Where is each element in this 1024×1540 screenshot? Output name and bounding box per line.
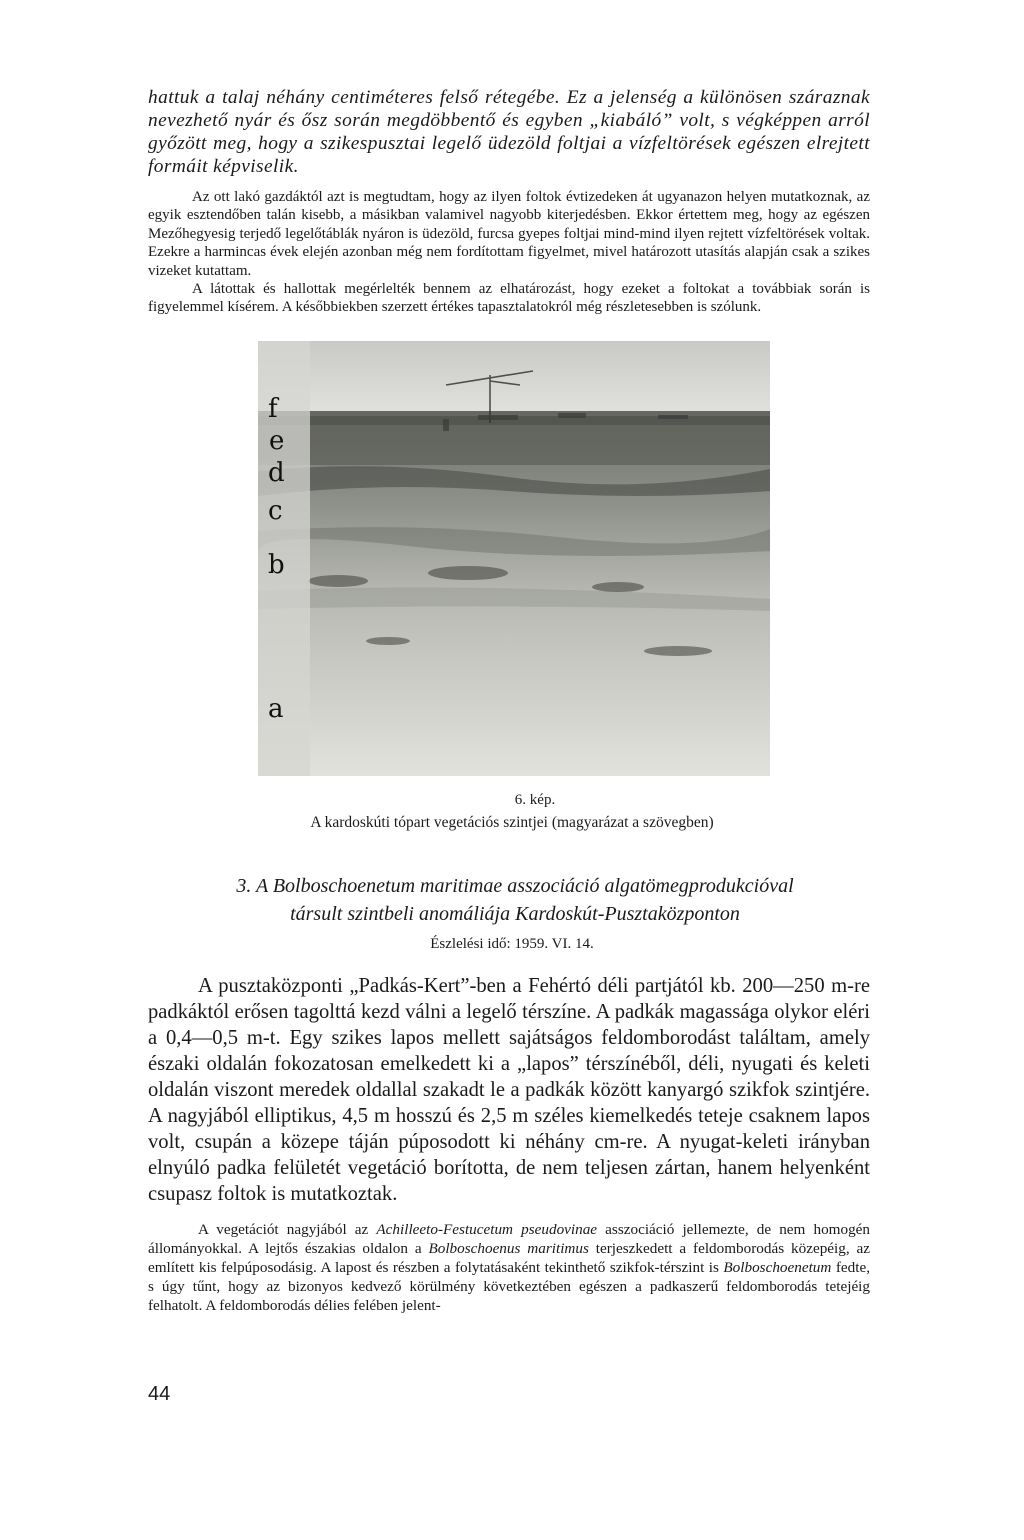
section-title (148, 872, 870, 928)
paragraph-4-text-3: terjeszkedett a feldomborodás közepéig, az említett kis felpúposodásig. A lapost és részben a folytatásaként tekinthető szikfok-térszint is (148, 1239, 870, 1276)
level-label-f: f (268, 393, 278, 424)
paragraph-4 (148, 1220, 870, 1315)
figure-number: 6. kép. (514, 791, 556, 808)
species-name-1: Achilleeto-Festucetum pseudovinae (376, 1220, 598, 1238)
observation-date: Észlelési idő: 1959. VI. 14. (430, 935, 594, 952)
species-name-2: Bolboschoenus maritimus (428, 1239, 589, 1257)
section-title-line-1: 3. A Bolboschoenetum maritimae asszociáció algatömegprodukcióval (236, 874, 794, 897)
figure-caption: A kardoskúti tópart vegetációs szintjei (magyarázat a szövegben) (310, 813, 714, 831)
level-label-a: a (268, 693, 284, 724)
level-label-e: e (269, 425, 285, 456)
level-label-c: c (268, 495, 283, 526)
intro-paragraph: hattuk a talaj néhány centiméteres felső rétegébe. Ez a jelenség a különösen száraznak nevezhető nyár és ősz során megdöbbentő és egyben „kiabáló” volt, s végképpen arról győzött meg, hogy a szikespusztai legelő üdezöld foltjai a vízfeltörések egészen elrejtett formáit képviselik. (148, 87, 870, 177)
paragraph-1: Az ott lakó gazdáktól azt is megtudtam, hogy az ilyen foltok évtizedeken át ugyanazon helyen mutatkoznak, az egyik esztendőben talán kisebb, a másikban valamivel nagyobb kiterjedésben. Ekkor értettem meg, hogy az egészen Mezőhegyesig terjedő legelőtáblák nyáron is üdezöld, furcsa gyepes foltjai mind-mind ilyen rejtett vízfeltörések voltak. Ezekre a harmincas évek elején azonban még nem fordítottam figyelmet, mivel határozott utasítás alapján csak a szikes vizeket kutattam. (148, 189, 870, 279)
paragraph-3: A pusztaközponti „Padkás-Kert”-ben a Fehértó déli partjától kb. 200—250 m-re padkáktól erősen tagolttá kezd válni a legelő térszíne. A padkák magassága olykor eléri a 0,4—0,5 m-t. Egy szikes lapos mellett sajátságos feldomborodást találtam, amely északi oldalán fokozatosan emelkedett ki a „lapos” térszínéből, déli, nyugati és keleti oldalán viszont meredek oldallal szakadt le a padkák között kanyargó szikfok szintjére. A nagyjából elliptikus, 4,5 m hosszú és 2,5 m széles kiemelkedés teteje csaknem lapos volt, csupán a közepe táján púposodott ki néhány cm-re. A nyugat-keleti irányban elnyúló padka felületét vegetáció borította, de nem teljesen zártan, hanem helyenként csupasz foltok is mutatkoztak. (148, 974, 870, 1205)
paragraph-4-text-1: A vegetációt nagyjából az (198, 1220, 377, 1238)
species-name-3: Bolboschoenetum (723, 1258, 832, 1276)
section-title-line-2: társult szintbeli anomáliája Kardoskút-Pusztaközponton (290, 902, 740, 925)
page-number: 44 (148, 1383, 171, 1405)
vegetation-photo (258, 341, 770, 776)
level-label-d: d (268, 457, 285, 488)
paragraph-4-text-2: asszociáció jellemezte, de nem homogén állományokkal. A lejtős északias oldalon a (148, 1220, 871, 1257)
paragraph-4-text-4: fedte, s úgy tűnt, hogy az bizonyos kedvező körülmény következtében egészen a padkaszerű feldomborodás tetejéig felhatolt. A feldomborodás délies felében jelent- (148, 1258, 870, 1314)
level-label-b: b (268, 549, 285, 580)
photo-illustration (258, 341, 770, 776)
page-content (148, 86, 870, 1315)
paragraph-2: A látottak és hallottak megérlelték bennem az elhatározást, hogy ezeket a foltokat a továbbiak során is figyelemmel kísérem. A későbbiekben szerzett értékes tapasztalatokról még részletesebben is szólunk. (148, 281, 870, 316)
